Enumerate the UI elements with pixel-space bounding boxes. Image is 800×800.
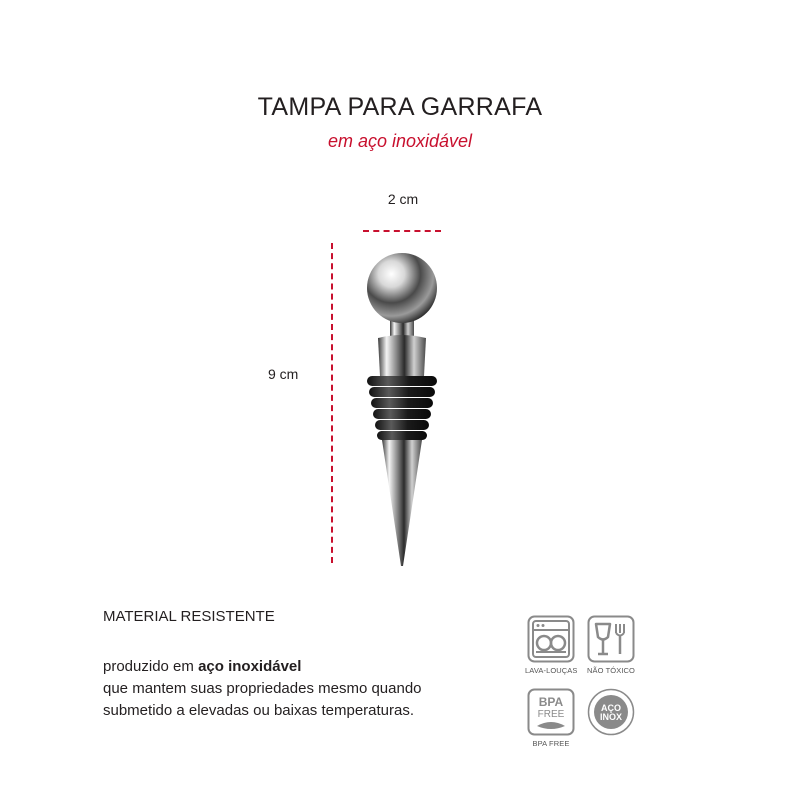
badge-bpa-free: [525, 688, 577, 748]
page-subtitle: em aço inoxidável: [327, 131, 473, 151]
product-description: [103, 656, 523, 722]
width-dimension-line: [363, 230, 441, 232]
aco-text: AÇO: [601, 703, 621, 713]
free-text: FREE: [537, 709, 565, 720]
stopper-ball: [367, 253, 437, 323]
description-material: aço inoxidável: [198, 658, 302, 675]
stopper-rubber-rings: [367, 376, 437, 440]
badge-non-toxic: [585, 615, 637, 675]
badge-caption: LAVA-LOUÇAS: [525, 666, 578, 675]
badge-aco-inox: [585, 688, 637, 736]
inox-text: INOX: [599, 712, 623, 722]
section-title: MATERIAL RESISTENTE: [103, 608, 275, 625]
description-line-2: que mantem suas propriedades mesmo quando: [103, 680, 422, 697]
badge-dishwasher: [525, 615, 577, 675]
badge-caption: BPA FREE: [532, 739, 570, 748]
height-dimension-label: 9 cm: [268, 366, 299, 382]
dishwasher-icon: [527, 615, 575, 663]
width-dimension-label: 2 cm: [387, 191, 419, 207]
badge-caption: NÃO TÓXICO: [587, 666, 635, 675]
bottle-stopper-image: [340, 248, 470, 570]
page-title: TAMPA PARA GARRAFA: [257, 93, 543, 121]
description-line-3: submetido a elevadas ou baixas temperaturas.: [103, 702, 415, 719]
description-line-1: [103, 656, 523, 678]
bpa-text: BPA: [538, 695, 564, 709]
aco-inox-seal-icon: [587, 688, 635, 736]
stopper-collar: [378, 335, 426, 376]
stopper-spike: [382, 440, 422, 566]
description-prefix: produzido em: [103, 658, 199, 675]
glass-fork-icon: [587, 615, 635, 663]
height-dimension-line: [331, 243, 333, 563]
bpa-free-icon: [527, 688, 575, 736]
